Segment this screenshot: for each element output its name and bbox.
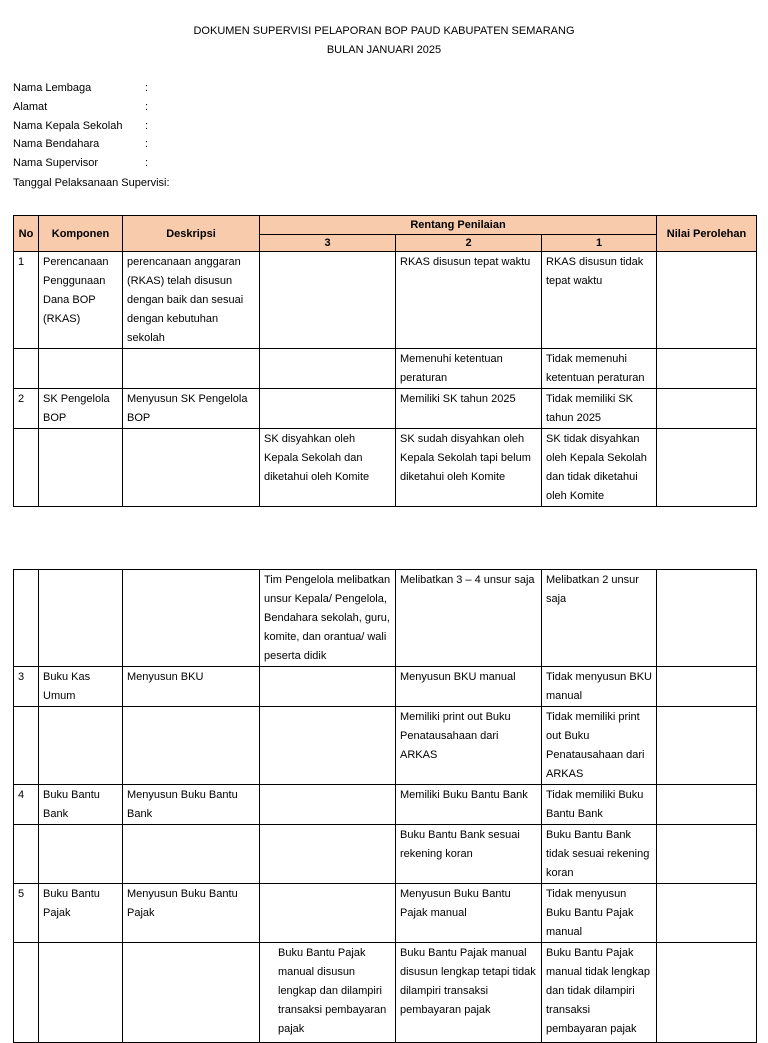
table-row — [14, 349, 757, 389]
cell-komponen: Buku Bantu Pajak — [39, 884, 123, 943]
cell-score-2: SK sudah disyahkan oleh Kepala Sekolah tapi belum diketahui oleh Komite — [396, 429, 542, 507]
header-rentang-penilaian: Rentang Penilaian — [260, 216, 657, 235]
cell-score-3: Buku Bantu Pajak manual disusun lengkap dan dilampiri transaksi pembayaran pajak — [260, 943, 396, 1043]
cell-score-3 — [260, 707, 396, 785]
cell-no — [14, 349, 39, 389]
cell-deskripsi — [123, 943, 260, 1043]
document-title-line2: BULAN JANUARI 2025 — [326, 44, 442, 56]
field-separator: : — [145, 157, 149, 169]
header-nilai-perolehan: Nilai Perolehan — [657, 216, 757, 252]
table-header-row — [14, 216, 757, 235]
cell-score-2: Memiliki SK tahun 2025 — [396, 389, 542, 429]
cell-score-3 — [260, 667, 396, 707]
field-nama-bendahara — [13, 138, 148, 150]
table-row — [14, 825, 757, 884]
header-score-3: 3 — [260, 235, 396, 252]
cell-nilai — [657, 349, 757, 389]
field-nama-supervisor — [13, 157, 148, 169]
cell-komponen: Perencanaan Penggunaan Dana BOP (RKAS) — [39, 252, 123, 349]
cell-deskripsi — [123, 429, 260, 507]
field-label: Nama Bendahara — [13, 138, 100, 150]
cell-komponen — [39, 429, 123, 507]
cell-nilai — [657, 785, 757, 825]
table-row — [14, 389, 757, 429]
field-label: Alamat — [13, 101, 48, 113]
cell-nilai — [657, 429, 757, 507]
cell-no — [14, 429, 39, 507]
table-row — [14, 884, 757, 943]
cell-komponen: Buku Kas Umum — [39, 667, 123, 707]
cell-score-1: RKAS disusun tidak tepat waktu — [542, 252, 657, 349]
cell-score-2: Menyusun BKU manual — [396, 667, 542, 707]
cell-komponen — [39, 707, 123, 785]
cell-komponen — [39, 943, 123, 1043]
header-score-2: 2 — [396, 235, 542, 252]
cell-deskripsi: Menyusun SK Pengelola BOP — [123, 389, 260, 429]
cell-score-1: Tidak memenuhi ketentuan peraturan — [542, 349, 657, 389]
supervision-table-page2 — [13, 569, 757, 1043]
cell-nilai — [657, 825, 757, 884]
cell-score-3 — [260, 785, 396, 825]
cell-no: 4 — [14, 785, 39, 825]
cell-score-1: Buku Bantu Bank tidak sesuai rekening koran — [542, 825, 657, 884]
table-row — [14, 707, 757, 785]
cell-deskripsi — [123, 707, 260, 785]
cell-score-2: Memenuhi ketentuan peraturan — [396, 349, 542, 389]
header-no: No — [14, 216, 39, 252]
cell-komponen — [39, 570, 123, 667]
cell-deskripsi: Menyusun Buku Bantu Pajak — [123, 884, 260, 943]
field-label: Nama Lembaga — [13, 82, 92, 94]
field-separator: : — [145, 82, 149, 94]
cell-nilai — [657, 707, 757, 785]
supervision-table-page1 — [13, 215, 757, 507]
cell-deskripsi — [123, 825, 260, 884]
cell-score-1: Tidak menyusun Buku Bantu Pajak manual — [542, 884, 657, 943]
cell-no: 2 — [14, 389, 39, 429]
field-label: Tanggal Pelaksanaan Supervisi: — [13, 177, 170, 189]
header-komponen: Komponen — [39, 216, 123, 252]
cell-komponen: Buku Bantu Bank — [39, 785, 123, 825]
cell-komponen: SK Pengelola BOP — [39, 389, 123, 429]
cell-deskripsi: perencanaan anggaran (RKAS) telah disusun dengan baik dan sesuai dengan kebutuhan sekolah — [123, 252, 260, 349]
field-tanggal-supervisi — [13, 177, 170, 189]
cell-nilai — [657, 252, 757, 349]
cell-score-2: RKAS disusun tepat waktu — [396, 252, 542, 349]
field-nama-lembaga — [13, 82, 148, 94]
cell-deskripsi: Menyusun Buku Bantu Bank — [123, 785, 260, 825]
header-deskripsi: Deskripsi — [123, 216, 260, 252]
cell-no — [14, 943, 39, 1043]
table-row — [14, 252, 757, 349]
cell-komponen — [39, 349, 123, 389]
cell-score-1: Tidak memiliki Buku Bantu Bank — [542, 785, 657, 825]
cell-no: 5 — [14, 884, 39, 943]
cell-score-1: Tidak memiliki SK tahun 2025 — [542, 389, 657, 429]
field-alamat — [13, 101, 148, 113]
cell-nilai — [657, 667, 757, 707]
cell-no — [14, 825, 39, 884]
table-row — [14, 943, 757, 1043]
cell-score-2: Memiliki print out Buku Penatausahaan dari ARKAS — [396, 707, 542, 785]
table-row — [14, 570, 757, 667]
cell-deskripsi — [123, 349, 260, 389]
field-separator: : — [145, 101, 149, 113]
cell-score-1: Tidak menyusun BKU manual — [542, 667, 657, 707]
cell-score-1: SK tidak disyahkan oleh Kepala Sekolah dan tidak diketahui oleh Komite — [542, 429, 657, 507]
cell-no — [14, 707, 39, 785]
cell-score-2: Buku Bantu Bank sesuai rekening koran — [396, 825, 542, 884]
cell-score-1: Tidak memiliki print out Buku Penatausahaan dari ARKAS — [542, 707, 657, 785]
cell-nilai — [657, 943, 757, 1043]
cell-score-3 — [260, 252, 396, 349]
cell-no: 3 — [14, 667, 39, 707]
cell-komponen — [39, 825, 123, 884]
field-separator: : — [145, 138, 149, 150]
cell-nilai — [657, 884, 757, 943]
cell-score-1: Melibatkan 2 unsur saja — [542, 570, 657, 667]
table-row — [14, 429, 757, 507]
table-row — [14, 785, 757, 825]
cell-score-2: Melibatkan 3 – 4 unsur saja — [396, 570, 542, 667]
cell-deskripsi — [123, 570, 260, 667]
cell-score-3: Tim Pengelola melibatkan unsur Kepala/ Pengelola, Bendahara sekolah, guru, komite, dan orantua/ wali peserta didik — [260, 570, 396, 667]
cell-no — [14, 570, 39, 667]
cell-deskripsi: Menyusun BKU — [123, 667, 260, 707]
field-label: Nama Kepala Sekolah — [13, 120, 123, 132]
cell-score-1: Buku Bantu Pajak manual tidak lengkap dan tidak dilampiri transaksi pembayaran pajak — [542, 943, 657, 1043]
header-score-1: 1 — [542, 235, 657, 252]
cell-score-3 — [260, 349, 396, 389]
cell-score-3 — [260, 884, 396, 943]
cell-score-3 — [260, 825, 396, 884]
cell-score-2: Memiliki Buku Bantu Bank — [396, 785, 542, 825]
cell-nilai — [657, 570, 757, 667]
cell-no: 1 — [14, 252, 39, 349]
cell-score-2: Buku Bantu Pajak manual disusun lengkap tetapi tidak dilampiri transaksi pembayaran pajak — [396, 943, 542, 1043]
cell-nilai — [657, 389, 757, 429]
field-separator: : — [145, 120, 149, 132]
cell-score-3 — [260, 389, 396, 429]
cell-score-2: Menyusun Buku Bantu Pajak manual — [396, 884, 542, 943]
cell-score-3: SK disyahkan oleh Kepala Sekolah dan diketahui oleh Komite — [260, 429, 396, 507]
table-row — [14, 667, 757, 707]
field-nama-kepala-sekolah — [13, 120, 148, 132]
document-title-line1: DOKUMEN SUPERVISI PELAPORAN BOP PAUD KABUPATEN SEMARANG — [193, 25, 575, 37]
field-label: Nama Supervisor — [13, 157, 98, 169]
